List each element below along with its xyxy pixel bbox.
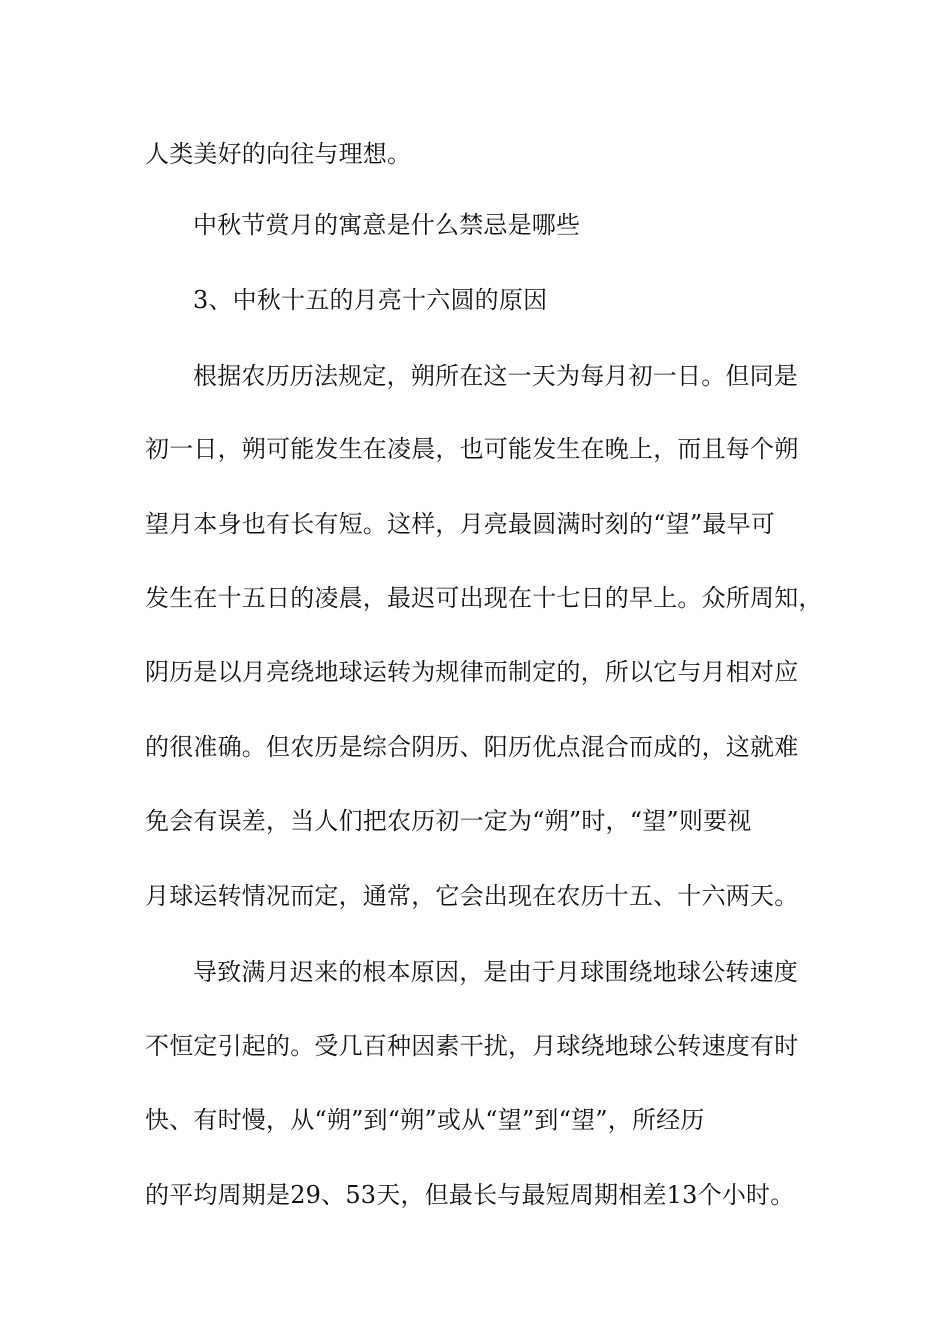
- paragraph-line: 发生在十五日的凌晨，最迟可出现在十七日的早上。众所周知，: [145, 584, 823, 612]
- paragraph-line: 快、有时慢，从“朔”到“朔”或从“望”到“望”，所经历: [145, 1106, 705, 1134]
- paragraph-line: 根据农历历法规定，朔所在这一天为每月初一日。但同是: [193, 362, 798, 390]
- paragraph-line: 导致满月迟来的根本原因，是由于月球围绕地球公转速度: [193, 958, 798, 986]
- paragraph-line: 免会有误差，当人们把农历初一定为“朔”时，“望”则要视: [145, 807, 752, 835]
- paragraph-line: 望月本身也有长有短。这样，月亮最圆满时刻的“望”最早可: [145, 510, 775, 538]
- paragraph-line: 不恒定引起的。受几百种因素干扰，月球绕地球公转速度有时: [145, 1032, 799, 1060]
- paragraph-line: 月球运转情况而定，通常，它会出现在农历十五、十六两天。: [145, 882, 799, 910]
- paragraph-line: 阴历是以月亮绕地球运转为规律而制定的，所以它与月相对应: [145, 658, 799, 686]
- paragraph-line: 的平均周期是29、53天，但最长与最短周期相差13个小时。: [145, 1181, 795, 1209]
- paragraph-line: 初一日，朔可能发生在凌晨，也可能发生在晚上，而且每个朔: [145, 435, 799, 463]
- section-heading: 3、中秋十五的月亮十六圆的原因: [193, 286, 548, 314]
- paragraph-line: 的很准确。但农历是综合阴历、阳历优点混合而成的，这就难: [145, 733, 799, 761]
- section-heading: 中秋节赏月的寓意是什么禁忌是哪些: [193, 211, 581, 239]
- paragraph-line: 人类美好的向往与理想。: [145, 140, 412, 168]
